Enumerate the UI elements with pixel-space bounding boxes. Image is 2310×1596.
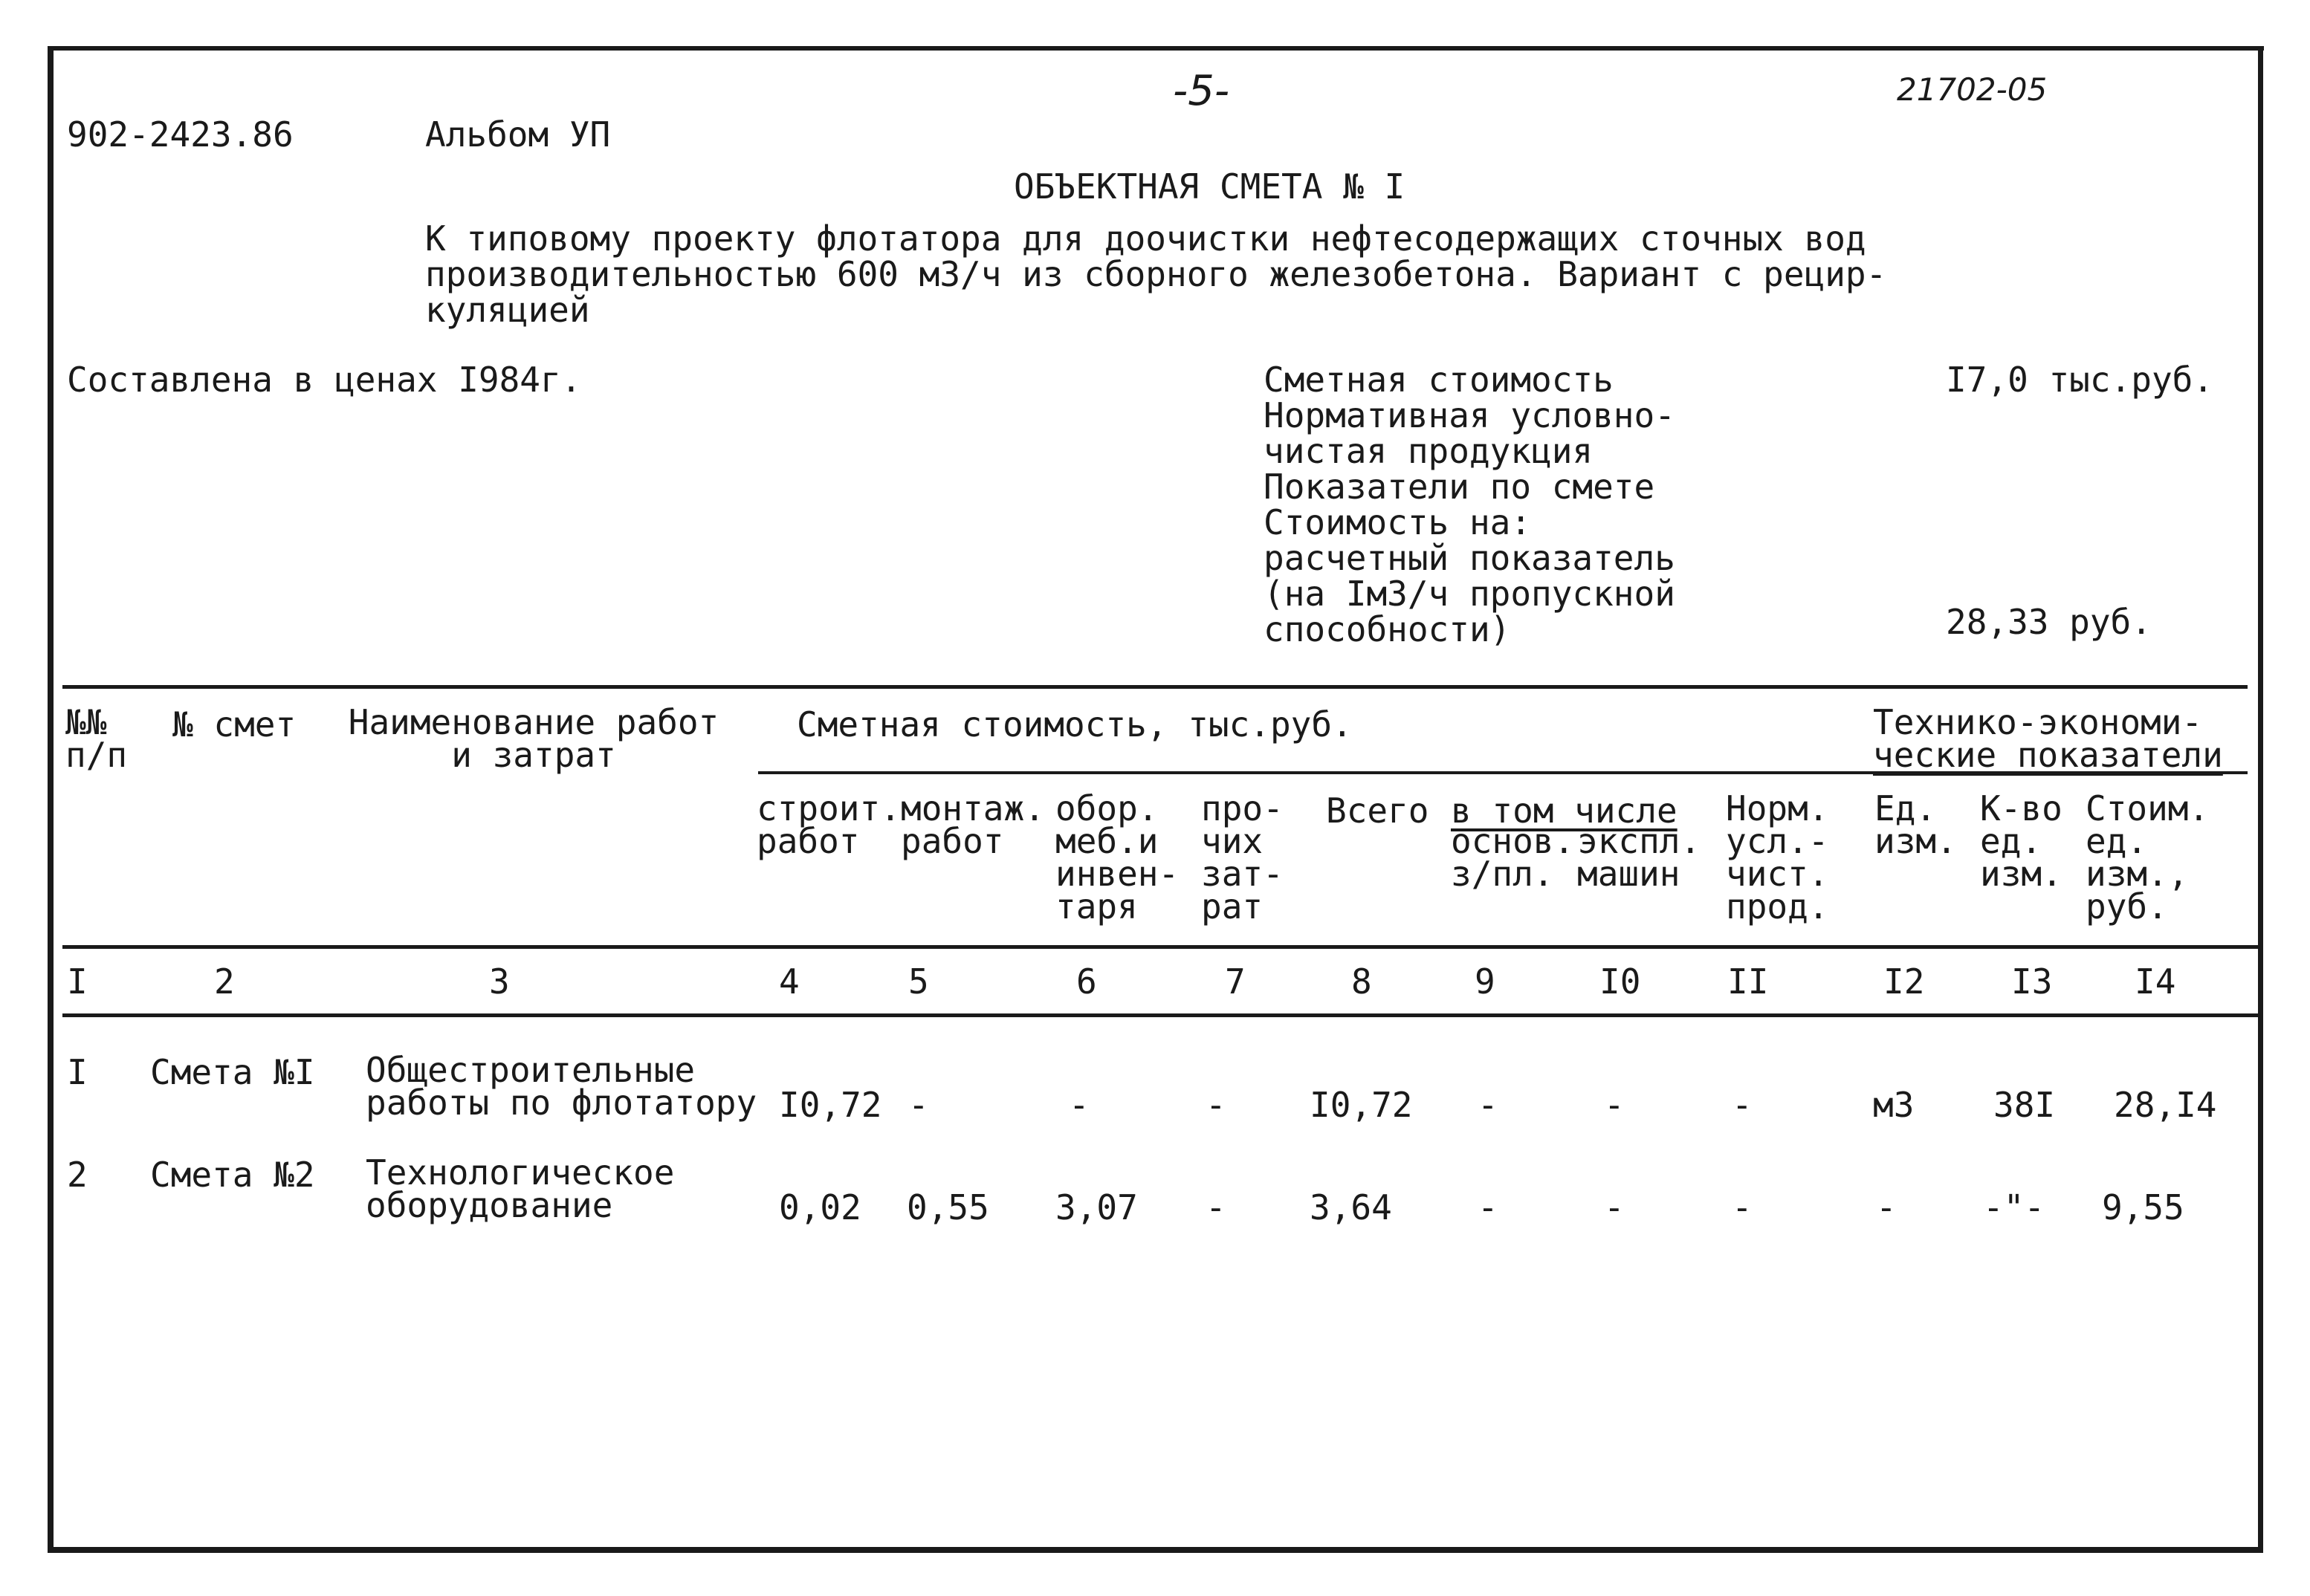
header-including: в том числе: [1451, 791, 1678, 831]
document-title: ОБЪЕКТНАЯ СМЕТА № I: [1014, 166, 1405, 207]
row-unit-cost: 28,I4: [2114, 1085, 2217, 1125]
column-number: 6: [1076, 961, 1097, 1002]
header-install: монтаж. работ: [901, 788, 1045, 861]
row-unit: м3: [1873, 1085, 1915, 1125]
header-norm: Норм. усл.- чист. прод.: [1726, 788, 1829, 927]
row-wages: -: [1478, 1085, 1498, 1125]
row-other-cost: -: [1206, 1187, 1226, 1227]
document-number: 902-2423.86: [67, 114, 294, 155]
frame-right-border: [2258, 48, 2263, 1553]
header-total: Всего: [1326, 791, 1429, 831]
row-norm: -: [1732, 1187, 1753, 1227]
column-number: 3: [489, 961, 510, 1002]
row-num: I: [67, 1052, 88, 1092]
column-number: 4: [779, 961, 800, 1002]
column-number: 8: [1351, 961, 1372, 1002]
row-install-cost: -: [908, 1085, 929, 1125]
header-equip: обор. меб.и инвен- таря: [1055, 788, 1180, 927]
column-number-rule-top: [62, 945, 2258, 949]
frame-top-border: [48, 46, 2264, 51]
column-number: I3: [2011, 961, 2053, 1002]
header-qty: К-во ед. изм.: [1980, 788, 2062, 894]
row-qty: -"-: [1983, 1187, 2045, 1227]
column-number: I0: [1599, 961, 1641, 1002]
column-number: II: [1727, 961, 1769, 1002]
estimate-cost-value: I7,0 тыс.руб.: [1946, 360, 2214, 400]
document-stamp: 21702-05: [1897, 71, 2048, 108]
row-norm: -: [1732, 1085, 1753, 1125]
header-num: №№ п/п: [65, 702, 128, 775]
column-number: 9: [1475, 961, 1495, 1002]
row-machines: -: [1604, 1085, 1625, 1125]
frame-bottom-border: [48, 1547, 2261, 1553]
row-num: 2: [67, 1155, 88, 1195]
header-tech-group: Технико-экономи- ческие показатели: [1873, 702, 2223, 775]
column-number: I4: [2135, 961, 2176, 1002]
row-equip-cost: -: [1069, 1085, 1090, 1125]
row-equip-cost: 3,07: [1055, 1187, 1138, 1227]
row-unit: -: [1876, 1187, 1897, 1227]
album-label: Альбом УП: [425, 114, 611, 155]
header-other: про- чих зат- рат: [1201, 788, 1284, 927]
unit-cost-value: 28,33 руб.: [1946, 602, 2152, 642]
column-number: 2: [214, 961, 235, 1002]
header-build: строит. работ: [757, 788, 901, 861]
description-line-2: производительностью 600 м3/ч из сборного железобетона. Вариант с рецир-: [425, 254, 1887, 294]
header-estimate: № смет: [172, 704, 297, 745]
header-unit: Ед. изм.: [1874, 788, 1957, 861]
prices-note: Составлена в ценах I984г.: [67, 360, 582, 400]
column-number-rule-bottom: [62, 1013, 2258, 1017]
summary-label: Нормативная условно-: [1264, 395, 1675, 435]
summary-label: Показатели по смете: [1264, 467, 1655, 507]
row-qty: 38I: [1993, 1085, 2056, 1125]
column-number: 7: [1225, 961, 1246, 1002]
column-number: 5: [908, 961, 929, 1002]
description-line-1: К типовому проекту флотатора для доочистки нефтесодержащих сточных вод: [425, 218, 1866, 259]
row-estimate: Смета №I: [150, 1052, 315, 1092]
row-machines: -: [1604, 1187, 1625, 1227]
table-top-rule: [62, 685, 2248, 689]
row-build-cost: 0,02: [779, 1187, 861, 1227]
header-unit-cost: Стоим. ед. изм., руб.: [2086, 788, 2210, 927]
frame-left-border: [48, 48, 54, 1553]
page-number: -5-: [1173, 67, 1230, 115]
summary-label: Стоимость на:: [1264, 502, 1532, 542]
summary-label: чистая продукция: [1264, 431, 1594, 471]
header-machines: экспл. машин: [1577, 821, 1701, 894]
estimate-cost-label: Сметная стоимость: [1264, 360, 1614, 400]
row-total: 3,64: [1310, 1187, 1392, 1227]
description-line-3: куляцией: [425, 290, 590, 330]
summary-label: способности): [1264, 609, 1511, 649]
row-wages: -: [1478, 1187, 1498, 1227]
row-name: Общестроительные работы по флотатору: [366, 1050, 757, 1123]
row-total: I0,72: [1310, 1085, 1413, 1125]
column-number: I: [67, 961, 88, 1002]
row-build-cost: I0,72: [779, 1085, 882, 1125]
row-name: Технологическое оборудование: [366, 1152, 675, 1225]
column-number: I2: [1883, 961, 1925, 1002]
row-unit-cost: 9,55: [2102, 1187, 2184, 1227]
row-other-cost: -: [1206, 1085, 1226, 1125]
header-name: Наименование работ и затрат: [348, 702, 719, 775]
summary-label: (на Iм3/ч пропускной: [1264, 574, 1675, 614]
header-cost-group: Сметная стоимость, тыс.руб.: [797, 704, 1353, 745]
summary-label: расчетный показатель: [1264, 538, 1675, 578]
row-install-cost: 0,55: [907, 1187, 989, 1227]
header-wages: основ. з/пл.: [1451, 821, 1575, 894]
row-estimate: Смета №2: [150, 1155, 315, 1195]
